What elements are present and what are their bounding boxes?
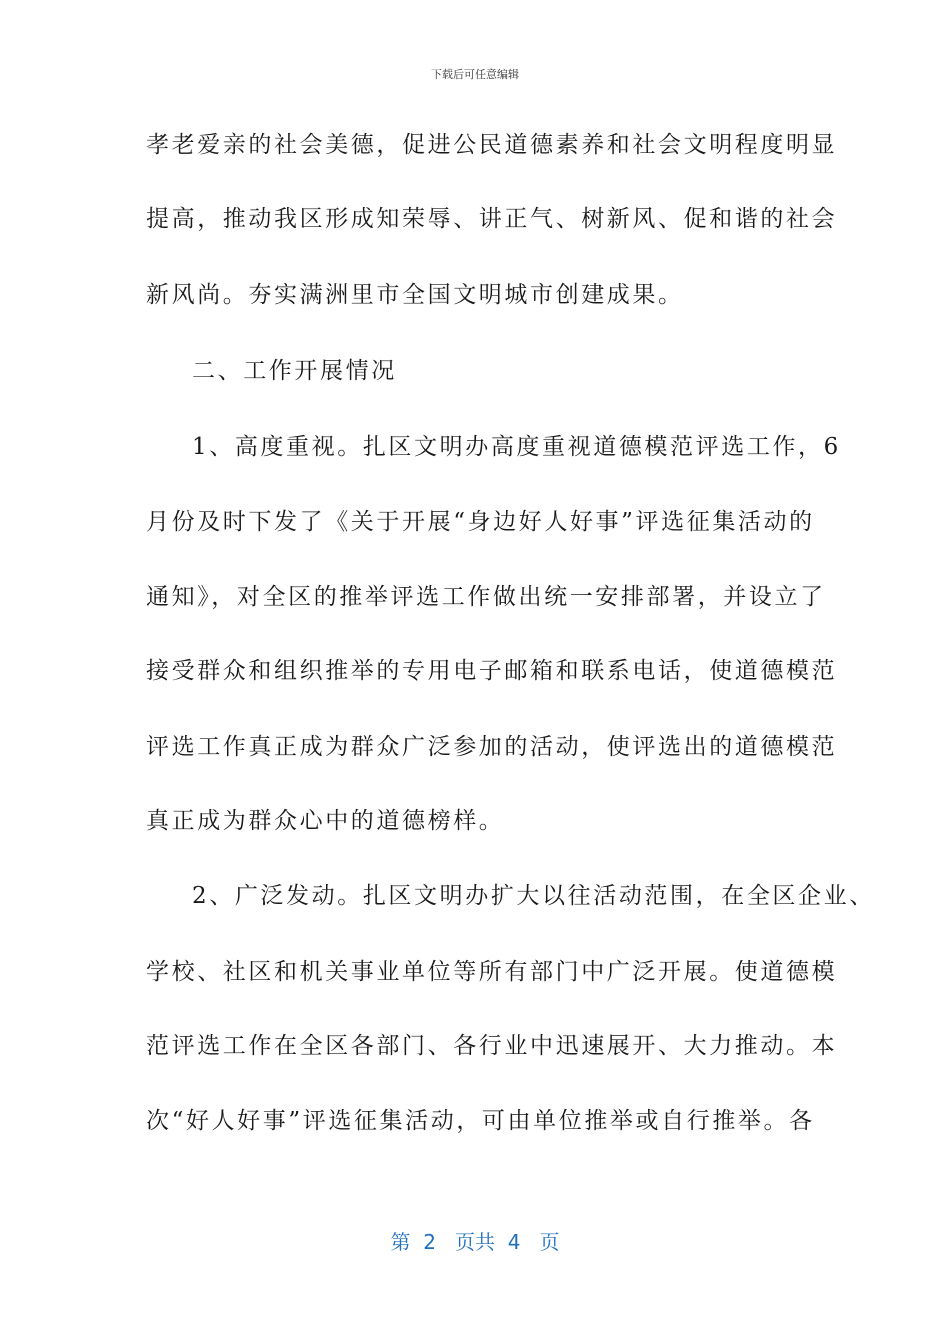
- text-line: 范评选工作在全区各部门、各行业中迅速展开、大力推动。本: [146, 1033, 838, 1059]
- text-line: 新风尚。夯实满洲里市全国文明城市创建成果。: [146, 282, 684, 308]
- page-footer-prefix: 第: [390, 1230, 411, 1254]
- text-line: 月份及时下发了《关于开展“身边好人好事”评选征集活动的: [146, 509, 815, 535]
- text-line: 提高，推动我区形成知荣辱、讲正气、树新风、促和谐的社会: [146, 206, 838, 232]
- header-note: 下载后可任意编辑: [431, 68, 519, 81]
- text-line: 孝老爱亲的社会美德，促进公民道德素养和社会文明程度明显: [146, 132, 838, 158]
- page-number-total: 4: [507, 1230, 521, 1254]
- page-footer-middle: 页共: [455, 1230, 495, 1254]
- section-heading: 二、工作开展情况: [192, 358, 397, 384]
- text-line: 通知》，对全区的推举评选工作做出统一安排部署，并设立了: [146, 584, 826, 610]
- text-line: 评选工作真正成为群众广泛参加的活动，使评选出的道德模范: [146, 734, 838, 760]
- text-line: 真正成为群众心中的道德榜样。: [146, 808, 505, 834]
- text-line: 2、广泛发动。扎区文明办扩大以往活动范围，在全区企业、: [192, 883, 875, 909]
- page-footer: [0, 1226, 950, 1255]
- text-line: 1、高度重视。扎区文明办高度重视道德模范评选工作，6: [192, 434, 841, 460]
- text-line: 次“好人好事”评选征集活动，可由单位推举或自行推举。各: [146, 1108, 815, 1134]
- text-line: 接受群众和组织推举的专用电子邮箱和联系电话，使道德模范: [146, 658, 838, 684]
- page-number-current: 2: [423, 1230, 436, 1254]
- page-footer-suffix: 页: [539, 1230, 560, 1254]
- text-line: 学校、社区和机关事业单位等所有部门中广泛开展。使道德模: [146, 959, 838, 985]
